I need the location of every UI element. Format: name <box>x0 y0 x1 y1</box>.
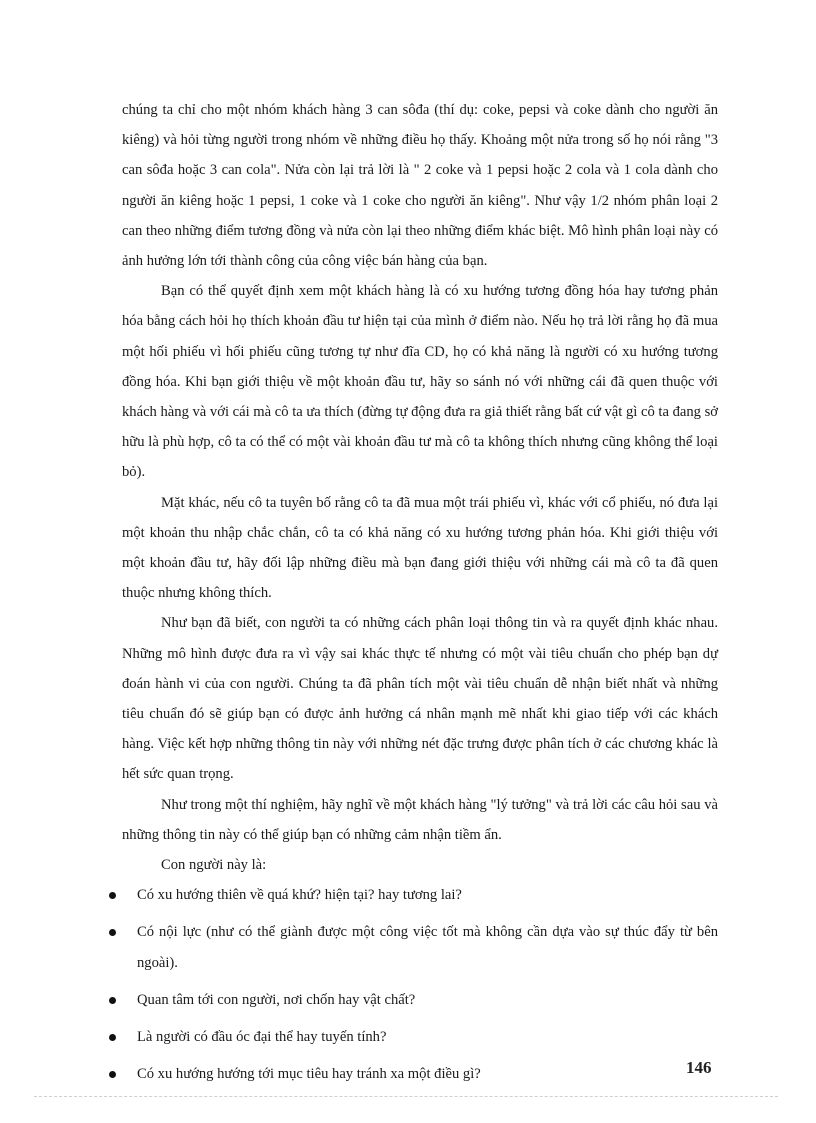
paragraph-3: Mặt khác, nếu cô ta tuyên bố rằng cô ta đã mua một trái phiếu vì, khác với cổ phiếu, nó đưa lại một khoản thu nhập chắc chắn, cô ta có khả năng có xu hướng tương phản hóa. Khi giới thiệu với một khoản đầu tư, hãy đối lập những điều mà bạn đang giới thiệu với những cái mà cô ta đã quen thuộc nhưng không thích. <box>122 494 718 602</box>
list-item <box>122 1022 718 1052</box>
list-item-text: Là người có đầu óc đại thể hay tuyến tính? <box>137 1029 387 1046</box>
list-item-text: Có xu hướng hướng tới mục tiêu hay tránh xa một điều gì? <box>137 1066 481 1083</box>
body-text <box>122 95 718 1090</box>
paragraph-1: chúng ta chỉ cho một nhóm khách hàng 3 can sôđa (thí dụ: coke, pepsi và coke dành cho người ăn kiêng) và hỏi từng người trong nhóm về những điều họ thấy. Khoảng một nửa trong số họ nói rằng "3 can sôđa hoặc 3 can cola". Nửa còn lại trả lời là " 2 coke và 1 pepsi hoặc 2 cola và 1 cola dành cho người ăn kiêng hoặc 1 pepsi, 1 coke và 1 coke cho người ăn kiêng". Như vậy 1/2 nhóm phân loại 2 can theo những điểm tương đồng và nửa còn lại theo những điểm khác biệt. Mô hình phân loại này có ảnh hưởng lớn tới thành công của công việc bán hàng của bạn. <box>122 102 718 270</box>
bullet-icon <box>109 892 116 899</box>
bullet-icon <box>109 1071 116 1078</box>
bottom-divider <box>34 1096 778 1097</box>
paragraph-2: Bạn có thể quyết định xem một khách hàng là có xu hướng tương đồng hóa hay tương phản hóa bằng cách hỏi họ thích khoản đầu tư hiện tại của mình ở điểm nào. Nếu họ trả lời rằng họ đã mua một hối phiếu vì hối phiếu cũng tương tự như đĩa CD, họ có khả năng là người có xu hướng tương đồng hóa. Khi bạn giới thiệu về một khoản đầu tư, hãy so sánh nó với những cái đã quen thuộc với khách hàng và với cái mà cô ta ưa thích (đừng tự động đưa ra giả thiết rằng bất cứ vật gì cô ta đang sở hữu là phù hợp, cô ta có thể có một vài khoản đầu tư mà cô ta không thích nhưng cũng không thể loại bỏ). <box>122 283 718 481</box>
list-item <box>122 985 718 1015</box>
list-item <box>122 917 718 977</box>
bullet-icon <box>109 929 116 936</box>
list-item <box>122 1059 718 1089</box>
list-intro: Con người này là: <box>161 857 267 874</box>
list-item-text: Quan tâm tới con người, nơi chốn hay vật chất? <box>137 991 416 1008</box>
page-number: 146 <box>686 1058 712 1077</box>
list-item-text: Có nội lực (như có thể giành được một công việc tốt mà không cần dựa vào sự thúc đẩy từ bên ngoài). <box>137 924 718 971</box>
paragraph-5: Như trong một thí nghiệm, hãy nghĩ về một khách hàng "lý tưởng" và trả lời các câu hỏi sau và những thông tin này có thể giúp bạn có những cảm nhận tiềm ẩn. <box>122 796 718 843</box>
list-item-text: Có xu hướng thiên về quá khứ? hiện tại? hay tương lai? <box>137 887 462 904</box>
bullet-icon <box>109 997 116 1004</box>
paragraph-4: Như bạn đã biết, con người ta có những cách phân loại thông tin và ra quyết định khác nhau. Những mô hình được đưa ra vì vậy sai khác thực tế nhưng có một vài tiêu chuẩn cho phép bạn dự đoán hành vi của con người. Chúng ta đã phân tích một vài tiêu chuẩn dễ nhận biết nhất và những tiêu chuẩn đó sẽ giúp bạn có được ảnh hưởng cá nhân mạnh mẽ nhất khi giao tiếp với các khách hàng. Việc kết hợp những thông tin này với những nét đặc trưng được phân tích ở các chương khác là hết sức quan trọng. <box>122 615 718 783</box>
bullet-icon <box>109 1034 116 1041</box>
question-list <box>122 880 718 1089</box>
list-item <box>122 880 718 910</box>
